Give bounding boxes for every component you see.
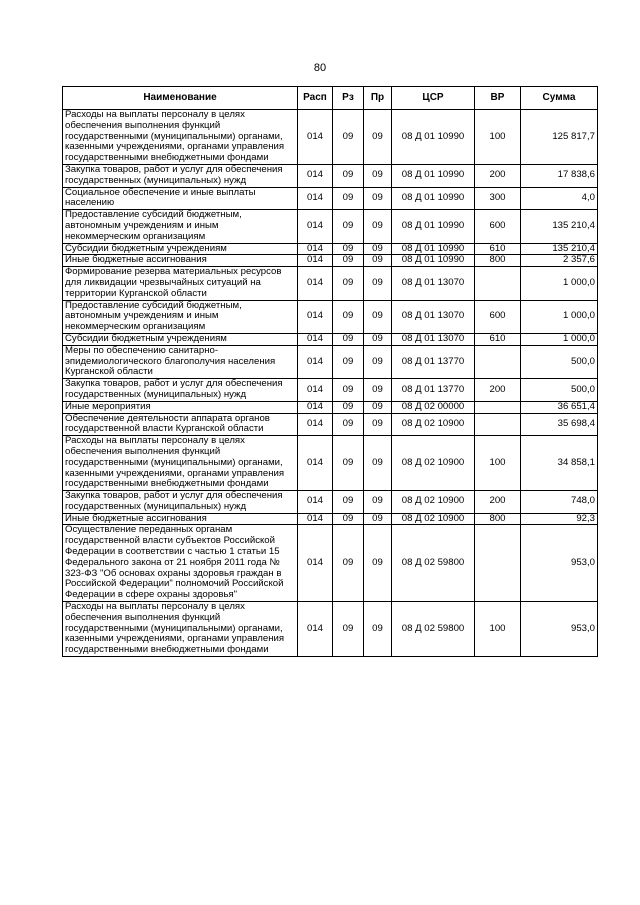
row-csr-cell: 08 Д 02 10900 [392,436,475,491]
row-pr-cell: 09 [364,164,392,187]
row-pr-cell: 09 [364,379,392,402]
row-sum-cell: 4,0 [521,187,598,210]
row-vr-cell [475,525,521,602]
row-rasp-cell: 014 [298,413,333,436]
table-row [63,267,598,300]
table-body [63,110,598,657]
row-rz-cell: 09 [333,345,364,378]
row-rasp-cell: 014 [298,300,333,333]
row-pr-cell: 09 [364,491,392,514]
row-csr-cell: 08 Д 01 13070 [392,300,475,333]
table-row [63,379,598,402]
row-csr-cell: 08 Д 02 59800 [392,602,475,657]
row-rz-cell: 09 [333,491,364,514]
row-sum-cell: 748,0 [521,491,598,514]
row-csr-cell: 08 Д 02 59800 [392,525,475,602]
table-row [63,333,598,345]
table-row [63,255,598,267]
table-row [63,210,598,243]
row-rasp-cell: 014 [298,436,333,491]
row-rasp-cell: 014 [298,491,333,514]
row-rz-cell: 09 [333,164,364,187]
row-name-cell: Расходы на выплаты персоналу в целях обеспечения выполнения функций государственными (муниципальными) органами, казенными учреждениями, органами управления государственными внебюджетными фондами [63,436,298,491]
row-csr-cell: 08 Д 02 00000 [392,401,475,413]
row-sum-cell: 1 000,0 [521,333,598,345]
row-rz-cell: 09 [333,401,364,413]
row-sum-cell: 500,0 [521,345,598,378]
row-pr-cell: 09 [364,187,392,210]
row-name-cell: Предоставление субсидий бюджетным, автономным учреждениям и иным некоммерческим организациям [63,210,298,243]
header-rasp: Расп [298,87,333,110]
row-rz-cell: 09 [333,436,364,491]
row-csr-cell: 08 Д 01 10990 [392,243,475,255]
row-sum-cell: 500,0 [521,379,598,402]
row-name-cell: Иные бюджетные ассигнования [63,513,298,525]
row-vr-cell: 200 [475,164,521,187]
row-rz-cell: 09 [333,513,364,525]
header-vr: ВР [475,87,521,110]
row-rasp-cell: 014 [298,255,333,267]
header-name: Наименование [63,87,298,110]
row-rz-cell: 09 [333,267,364,300]
row-name-cell: Субсидии бюджетным учреждениям [63,243,298,255]
row-sum-cell: 17 838,6 [521,164,598,187]
row-rasp-cell: 014 [298,525,333,602]
row-name-cell: Закупка товаров, работ и услуг для обеспечения государственных (муниципальных) нужд [63,164,298,187]
row-name-cell: Меры по обеспечению санитарно-эпидемиологического благополучия населения Курганской области [63,345,298,378]
header-csr: ЦСР [392,87,475,110]
row-pr-cell: 09 [364,525,392,602]
table-row [63,413,598,436]
row-pr-cell: 09 [364,300,392,333]
row-csr-cell: 08 Д 01 10990 [392,110,475,165]
row-vr-cell: 300 [475,187,521,210]
row-vr-cell [475,401,521,413]
row-pr-cell: 09 [364,436,392,491]
row-vr-cell: 200 [475,491,521,514]
row-rz-cell: 09 [333,210,364,243]
row-rasp-cell: 014 [298,267,333,300]
row-name-cell: Социальное обеспечение и иные выплаты населению [63,187,298,210]
row-pr-cell: 09 [364,513,392,525]
table-row [63,602,598,657]
row-csr-cell: 08 Д 01 13770 [392,379,475,402]
row-pr-cell: 09 [364,210,392,243]
table-row [63,164,598,187]
row-rasp-cell: 014 [298,243,333,255]
row-rasp-cell: 014 [298,602,333,657]
row-pr-cell: 09 [364,110,392,165]
row-rz-cell: 09 [333,243,364,255]
row-sum-cell: 2 357,6 [521,255,598,267]
row-rasp-cell: 014 [298,401,333,413]
row-sum-cell: 92,3 [521,513,598,525]
row-csr-cell: 08 Д 02 10900 [392,413,475,436]
row-vr-cell: 800 [475,513,521,525]
row-sum-cell: 36 651,4 [521,401,598,413]
table-row [63,525,598,602]
row-vr-cell: 100 [475,436,521,491]
row-rz-cell: 09 [333,333,364,345]
row-rz-cell: 09 [333,255,364,267]
row-pr-cell: 09 [364,401,392,413]
row-vr-cell [475,345,521,378]
row-csr-cell: 08 Д 01 10990 [392,187,475,210]
row-rz-cell: 09 [333,525,364,602]
row-rasp-cell: 014 [298,513,333,525]
row-name-cell: Иные бюджетные ассигнования [63,255,298,267]
row-pr-cell: 09 [364,413,392,436]
row-vr-cell: 600 [475,300,521,333]
row-csr-cell: 08 Д 01 10990 [392,164,475,187]
row-pr-cell: 09 [364,602,392,657]
row-rz-cell: 09 [333,602,364,657]
row-name-cell: Расходы на выплаты персоналу в целях обеспечения выполнения функций государственными (муниципальными) органами, казенными учреждениями, органами управления государственными внебюджетными фондами [63,110,298,165]
row-pr-cell: 09 [364,243,392,255]
table-row [63,345,598,378]
table-header-row [63,87,598,110]
row-sum-cell: 1 000,0 [521,267,598,300]
table-row [63,513,598,525]
table-row [63,491,598,514]
page-number: 80 [313,62,327,74]
row-rz-cell: 09 [333,110,364,165]
row-name-cell: Закупка товаров, работ и услуг для обеспечения государственных (муниципальных) нужд [63,379,298,402]
row-sum-cell: 953,0 [521,525,598,602]
row-csr-cell: 08 Д 01 13070 [392,267,475,300]
row-name-cell: Расходы на выплаты персоналу в целях обеспечения выполнения функций государственными (муниципальными) органами, казенными учреждениями, органами управления государственными внебюджетными фондами [63,602,298,657]
row-name-cell: Осуществление переданных органам государственной власти субъектов Российской Федерации в соответствии с частью 1 статьи 15 Федерального закона от 21 ноября 2011 года № 323-ФЗ "Об основах охраны здоровья граждан в Российской Федерации" полномочий Российской Федерации в сфере охраны здоровья" [63,525,298,602]
row-vr-cell: 610 [475,243,521,255]
row-pr-cell: 09 [364,345,392,378]
table-row [63,401,598,413]
row-name-cell: Закупка товаров, работ и услуг для обеспечения государственных (муниципальных) нужд [63,491,298,514]
row-name-cell: Предоставление субсидий бюджетным, автономным учреждениям и иным некоммерческим организациям [63,300,298,333]
row-csr-cell: 08 Д 01 13770 [392,345,475,378]
row-rz-cell: 09 [333,413,364,436]
row-csr-cell: 08 Д 01 13070 [392,333,475,345]
row-vr-cell [475,413,521,436]
row-sum-cell: 1 000,0 [521,300,598,333]
row-sum-cell: 135 210,4 [521,210,598,243]
row-rasp-cell: 014 [298,110,333,165]
row-rz-cell: 09 [333,187,364,210]
row-pr-cell: 09 [364,255,392,267]
row-vr-cell: 800 [475,255,521,267]
table-row [63,300,598,333]
row-vr-cell: 200 [475,379,521,402]
row-rasp-cell: 014 [298,345,333,378]
table-row [63,110,598,165]
row-pr-cell: 09 [364,267,392,300]
row-vr-cell: 100 [475,602,521,657]
row-sum-cell: 125 817,7 [521,110,598,165]
table-row [63,436,598,491]
table-row [63,243,598,255]
row-pr-cell: 09 [364,333,392,345]
row-rasp-cell: 014 [298,210,333,243]
row-sum-cell: 135 210,4 [521,243,598,255]
row-vr-cell [475,267,521,300]
row-name-cell: Субсидии бюджетным учреждениям [63,333,298,345]
row-sum-cell: 953,0 [521,602,598,657]
row-rasp-cell: 014 [298,164,333,187]
row-rz-cell: 09 [333,379,364,402]
row-csr-cell: 08 Д 01 10990 [392,255,475,267]
row-rasp-cell: 014 [298,187,333,210]
row-csr-cell: 08 Д 01 10990 [392,210,475,243]
row-rz-cell: 09 [333,300,364,333]
row-vr-cell: 610 [475,333,521,345]
row-vr-cell: 100 [475,110,521,165]
header-rz: Рз [333,87,364,110]
budget-table [62,86,598,657]
header-pr: Пр [364,87,392,110]
row-csr-cell: 08 Д 02 10900 [392,491,475,514]
row-name-cell: Обеспечение деятельности аппарата органов государственной власти Курганской области [63,413,298,436]
row-rasp-cell: 014 [298,379,333,402]
row-rasp-cell: 014 [298,333,333,345]
row-sum-cell: 34 858,1 [521,436,598,491]
table-row [63,187,598,210]
row-vr-cell: 600 [475,210,521,243]
row-csr-cell: 08 Д 02 10900 [392,513,475,525]
row-name-cell: Иные мероприятия [63,401,298,413]
header-sum: Сумма [521,87,598,110]
row-sum-cell: 35 698,4 [521,413,598,436]
row-name-cell: Формирование резерва материальных ресурсов для ликвидации чрезвычайных ситуаций на территории Курганской области [63,267,298,300]
